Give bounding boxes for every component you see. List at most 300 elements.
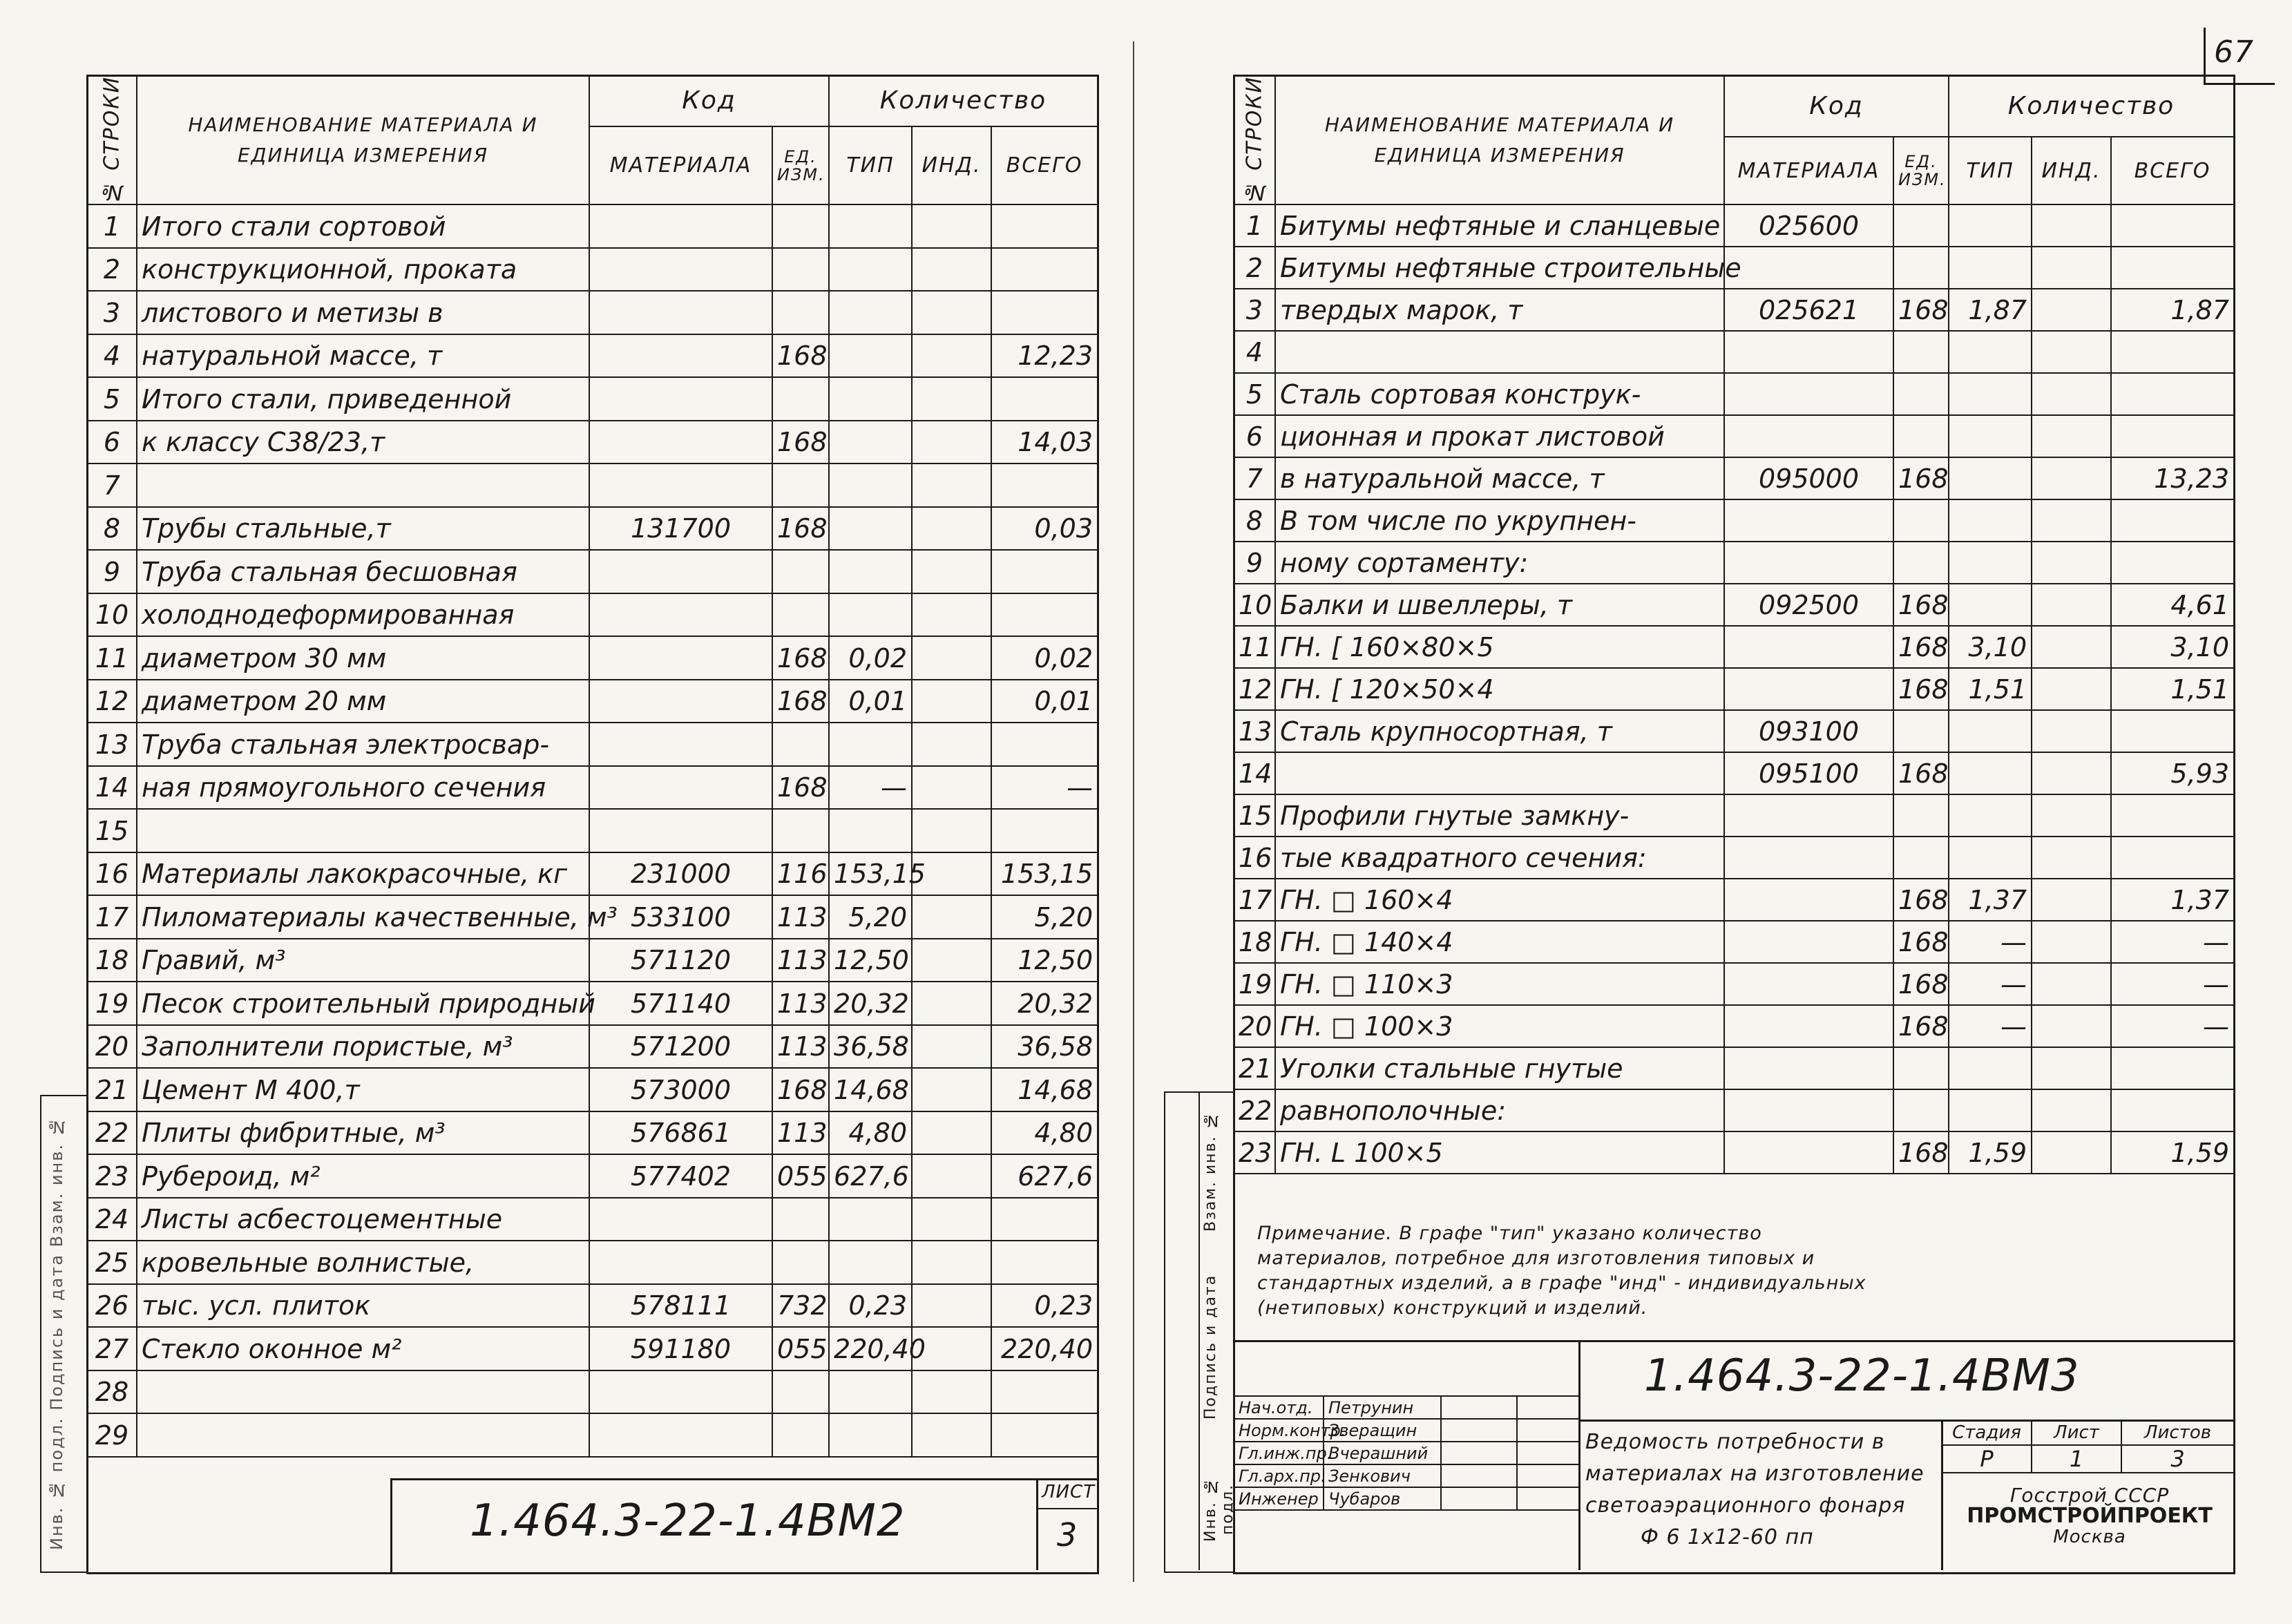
header-row-no: № СТРОКИ [87, 75, 137, 204]
table-row [1234, 1131, 2234, 1174]
qty-ind [912, 1154, 991, 1198]
material-code: 131700 [589, 507, 772, 551]
qty-total: 36,58 [991, 1025, 1098, 1069]
table-row [87, 421, 1098, 464]
qty-typ: 220,40 [829, 1327, 912, 1370]
qty-total [991, 550, 1098, 593]
qty-ind [2032, 668, 2111, 710]
organization-line: ПРОМСТРОЙПРОЕКТ [1967, 1504, 2213, 1528]
material-code [589, 1413, 772, 1457]
table-row [1234, 963, 2234, 1005]
table-row [1234, 204, 2234, 247]
table-row [1234, 752, 2234, 794]
material-code [589, 636, 772, 680]
qty-ind [2032, 499, 2111, 542]
table-row [87, 895, 1098, 939]
qty-ind [912, 464, 991, 507]
material-code [1724, 1047, 1893, 1089]
qty-typ [1949, 752, 2032, 794]
qty-typ: 1,87 [1949, 289, 2032, 331]
material-name: Профили гнутые замкну- [1275, 794, 1724, 837]
material-name: натуральной массе, т [137, 334, 589, 378]
table-row [87, 982, 1098, 1025]
qty-total: — [991, 766, 1098, 810]
table-row [1234, 626, 2234, 668]
qty-typ: 0,01 [829, 680, 912, 723]
qty-total: 14,03 [991, 421, 1098, 464]
material-name: Битумы нефтяные и сланцевые [1275, 204, 1724, 247]
header-qty-typ: ТИП [829, 126, 912, 205]
qty-ind [912, 809, 991, 852]
material-code [1724, 247, 1893, 289]
unit-code: 116 [772, 852, 829, 896]
material-name: Сталь крупносортная, т [1275, 710, 1724, 752]
material-code [589, 1198, 772, 1241]
qty-ind [912, 766, 991, 810]
signer-name: Вчерашний [1324, 1442, 1441, 1464]
row-number: 15 [87, 809, 137, 852]
table-row [1234, 415, 2234, 457]
header-qty-ind: ИНД. [2032, 137, 2111, 204]
qty-ind [2032, 457, 2111, 499]
row-number: 20 [1234, 1005, 1275, 1047]
stage-label: Стадия [1942, 1420, 2032, 1445]
material-code: 095100 [1724, 752, 1893, 794]
qty-total: 5,20 [991, 895, 1098, 939]
header-code-material: МАТЕРИАЛА [1724, 137, 1893, 204]
row-number: 25 [87, 1241, 137, 1284]
unit-code: 168 [1893, 921, 1949, 963]
qty-total [991, 464, 1098, 507]
unit-code: 732 [772, 1284, 829, 1328]
stage-table [1941, 1420, 2235, 1473]
material-code [1724, 331, 1893, 373]
material-name: Пиломатериалы качественные, м³ [137, 895, 589, 939]
qty-total [991, 1198, 1098, 1241]
material-code: 577402 [589, 1154, 772, 1198]
unit-code [772, 723, 829, 766]
material-code: 025621 [1724, 289, 1893, 331]
material-name: Цемент М 400,т [137, 1068, 589, 1111]
material-code [1724, 415, 1893, 457]
signer-row [1234, 1396, 1579, 1419]
table-row [87, 248, 1098, 292]
unit-code: 168 [1893, 879, 1949, 921]
material-code: 573000 [589, 1068, 772, 1111]
material-code [1724, 373, 1893, 415]
material-name: тые квадратного сечения: [1275, 837, 1724, 879]
unit-code [772, 291, 829, 334]
right-side-strip-label: Взам. инв. № [1202, 1110, 1219, 1232]
qty-typ [829, 593, 912, 637]
document-title [1585, 1426, 1925, 1554]
sheet-label: Лист [2032, 1420, 2121, 1445]
row-number: 21 [1234, 1047, 1275, 1089]
qty-typ [829, 334, 912, 378]
material-name: ГН. □ 160×4 [1275, 879, 1724, 921]
qty-total [2111, 542, 2234, 584]
unit-code: 168 [772, 766, 829, 810]
qty-typ: 1,59 [1949, 1131, 2032, 1174]
qty-total [991, 248, 1098, 292]
qty-total: — [2111, 921, 2234, 963]
material-name: равнополочные: [1275, 1089, 1724, 1131]
row-number: 8 [87, 507, 137, 551]
unit-code: 113 [772, 939, 829, 982]
table-row [87, 939, 1098, 982]
material-code: 571120 [589, 939, 772, 982]
material-code [589, 291, 772, 334]
row-number: 2 [1234, 247, 1275, 289]
row-number: 27 [87, 1327, 137, 1370]
table-row [1234, 289, 2234, 331]
material-code [1724, 1089, 1893, 1131]
table-row [87, 1413, 1098, 1457]
qty-typ [829, 248, 912, 292]
material-name: Итого стали, приведенной [137, 377, 589, 421]
material-name: диаметром 30 мм [137, 636, 589, 680]
row-number: 17 [1234, 879, 1275, 921]
qty-typ [1949, 415, 2032, 457]
unit-code [772, 1413, 829, 1457]
left-side-strip-label: Инв. № подл. Подпись и дата Взам. инв. № [47, 1116, 66, 1551]
qty-ind [912, 723, 991, 766]
unit-code [1893, 247, 1949, 289]
header-qty-typ: ТИП [1949, 137, 2032, 204]
qty-typ [1949, 710, 2032, 752]
qty-ind [2032, 921, 2111, 963]
qty-ind [2032, 710, 2111, 752]
qty-total [2111, 1047, 2234, 1089]
material-name [137, 809, 589, 852]
qty-total [2111, 415, 2234, 457]
signature-cell [1441, 1464, 1517, 1487]
signer-row [1234, 1464, 1579, 1487]
row-number: 18 [87, 939, 137, 982]
unit-code: 113 [772, 895, 829, 939]
signer-name: Петрунин [1324, 1396, 1441, 1419]
table-row [1234, 584, 2234, 626]
qty-ind [912, 982, 991, 1025]
qty-ind [912, 291, 991, 334]
qty-typ [1949, 204, 2032, 247]
unit-code: 168 [1893, 1131, 1949, 1174]
qty-total: 0,03 [991, 507, 1098, 551]
sheets-label: Листов [2121, 1420, 2234, 1445]
row-number: 16 [87, 852, 137, 896]
signer-role: Гл.инж.пр. [1234, 1442, 1324, 1464]
unit-code: 113 [772, 1025, 829, 1069]
page-number: 67 [2214, 35, 2254, 70]
qty-ind [912, 680, 991, 723]
material-name: ГН. □ 140×4 [1275, 921, 1724, 963]
qty-typ: 1,37 [1949, 879, 2032, 921]
material-name [137, 1370, 589, 1414]
table-row [87, 464, 1098, 507]
qty-typ [1949, 1047, 2032, 1089]
material-code [1724, 1005, 1893, 1047]
material-code: 533100 [589, 895, 772, 939]
document-title-line: Ведомость потребности в [1585, 1430, 1885, 1454]
row-number: 9 [1234, 542, 1275, 584]
unit-code [1893, 837, 1949, 879]
material-name: Сталь сортовая конструк- [1275, 373, 1724, 415]
signature-cell [1441, 1487, 1517, 1510]
note-text: Примечание. В графе "тип" указано количество материалов, потребное для изготовления типовых и стандартных изделий, а в графе "инд" - индивидуальных (нетиповых) конструкций и изделий. [1257, 1223, 1866, 1319]
qty-ind [912, 593, 991, 637]
qty-total [991, 723, 1098, 766]
qty-typ [1949, 247, 2032, 289]
unit-code [1893, 331, 1949, 373]
material-name: ГН. □ 110×3 [1275, 963, 1724, 1005]
qty-ind [912, 334, 991, 378]
material-name: диаметром 20 мм [137, 680, 589, 723]
row-number: 9 [87, 550, 137, 593]
row-number: 28 [87, 1370, 137, 1414]
qty-total [991, 377, 1098, 421]
material-name: Уголки стальные гнутые [1275, 1047, 1724, 1089]
qty-ind [912, 1111, 991, 1155]
material-code [1724, 1131, 1893, 1174]
qty-ind [912, 1370, 991, 1414]
table-row [1234, 879, 2234, 921]
material-code [589, 550, 772, 593]
material-code: 576861 [589, 1111, 772, 1155]
signer-role: Норм.контр. [1234, 1419, 1324, 1442]
material-code [1724, 794, 1893, 837]
left-materials-table [86, 75, 1098, 1458]
material-name: ному сортаменту: [1275, 542, 1724, 584]
row-number: 1 [87, 204, 137, 248]
qty-ind [2032, 542, 2111, 584]
row-number: 26 [87, 1284, 137, 1328]
table-row [87, 636, 1098, 680]
signature-cell [1441, 1419, 1517, 1442]
unit-code [772, 464, 829, 507]
document-title-line: Ф 6 1х12-60 пп [1641, 1525, 1814, 1549]
date-cell [1517, 1464, 1579, 1487]
qty-ind [2032, 837, 2111, 879]
row-number: 4 [1234, 331, 1275, 373]
unit-code: 168 [1893, 289, 1949, 331]
organization-line: Госстрой СССР [2009, 1484, 2170, 1507]
row-number: 14 [1234, 752, 1275, 794]
qty-ind [912, 248, 991, 292]
row-number: 20 [87, 1025, 137, 1069]
material-code [589, 334, 772, 378]
unit-code [772, 1198, 829, 1241]
table-row [1234, 542, 2234, 584]
qty-typ: 12,50 [829, 939, 912, 982]
qty-ind [2032, 415, 2111, 457]
material-name: Стекло оконное м² [137, 1327, 589, 1370]
material-name [137, 464, 589, 507]
header-qty-total: ВСЕГО [991, 126, 1098, 205]
unit-code: 055 [772, 1327, 829, 1370]
table-row [87, 1025, 1098, 1069]
row-number: 2 [87, 248, 137, 292]
unit-code [772, 809, 829, 852]
unit-code: 168 [772, 421, 829, 464]
qty-ind [2032, 584, 2111, 626]
qty-total: 627,6 [991, 1154, 1098, 1198]
unit-code [772, 593, 829, 637]
qty-total: 220,40 [991, 1327, 1098, 1370]
qty-ind [912, 1284, 991, 1328]
unit-code [1893, 794, 1949, 837]
qty-typ [829, 204, 912, 248]
qty-total [991, 204, 1098, 248]
table-row [87, 680, 1098, 723]
table-row [87, 204, 1098, 248]
material-code [589, 204, 772, 248]
table-row [1234, 921, 2234, 963]
qty-ind [912, 1068, 991, 1111]
right-side-strip-label: Подпись и дата [1202, 1274, 1219, 1420]
qty-total: 12,23 [991, 334, 1098, 378]
document-title-line: светоаэрационного фонаря [1585, 1493, 1906, 1518]
header-code: Код [1724, 75, 1949, 137]
material-name: Заполнители пористые, м³ [137, 1025, 589, 1069]
material-name: тыс. усл. плиток [137, 1284, 589, 1328]
qty-typ [829, 809, 912, 852]
row-number: 14 [87, 766, 137, 810]
table-row [87, 550, 1098, 593]
qty-total [2111, 710, 2234, 752]
unit-code: 113 [772, 982, 829, 1025]
qty-ind [2032, 247, 2111, 289]
material-code: 231000 [589, 852, 772, 896]
table-row [87, 377, 1098, 421]
material-code: 092500 [1724, 584, 1893, 626]
signer-name: Зенкович [1324, 1464, 1441, 1487]
qty-total: 4,61 [2111, 584, 2234, 626]
unit-code: 168 [1893, 752, 1949, 794]
row-number: 10 [1234, 584, 1275, 626]
material-name [1275, 331, 1724, 373]
stage-value: Р [1942, 1445, 2032, 1473]
material-code [589, 809, 772, 852]
table-row [87, 1241, 1098, 1284]
row-number: 3 [87, 291, 137, 334]
qty-ind [2032, 963, 2111, 1005]
table-row [1234, 837, 2234, 879]
qty-typ [1949, 373, 2032, 415]
material-code [1724, 668, 1893, 710]
unit-code: 168 [1893, 626, 1949, 668]
qty-ind [2032, 204, 2111, 247]
date-cell [1517, 1419, 1579, 1442]
header-qty: Количество [829, 75, 1098, 126]
qty-total [991, 593, 1098, 637]
organization-line: Москва [2053, 1527, 2126, 1547]
table-row [87, 1198, 1098, 1241]
unit-code [1893, 204, 1949, 247]
material-code [589, 421, 772, 464]
row-number: 10 [87, 593, 137, 637]
qty-typ [829, 507, 912, 551]
material-name: к классу С38/23,т [137, 421, 589, 464]
table-row [87, 1068, 1098, 1111]
unit-code [1893, 1047, 1949, 1089]
qty-total [2111, 247, 2234, 289]
table-row [87, 1327, 1098, 1370]
qty-typ [1949, 499, 2032, 542]
qty-ind [2032, 752, 2111, 794]
sheets-value: 3 [2121, 1445, 2234, 1473]
table-row [87, 1284, 1098, 1328]
material-code [589, 464, 772, 507]
date-cell [1517, 1442, 1579, 1464]
qty-total: 14,68 [991, 1068, 1098, 1111]
qty-typ: 153,15 [829, 852, 912, 896]
table-row [1234, 247, 2234, 289]
qty-ind [2032, 626, 2111, 668]
material-code [589, 593, 772, 637]
row-number: 17 [87, 895, 137, 939]
unit-code [1893, 499, 1949, 542]
row-number: 7 [1234, 457, 1275, 499]
qty-typ: 0,23 [829, 1284, 912, 1328]
material-name: Итого стали сортовой [137, 204, 589, 248]
left-doc-code: 1.464.3-22-1.4ВМ2 [470, 1496, 906, 1547]
row-number: 18 [1234, 921, 1275, 963]
table-row [87, 809, 1098, 852]
material-code: 571140 [589, 982, 772, 1025]
unit-code: 168 [772, 680, 829, 723]
qty-ind [2032, 1089, 2111, 1131]
qty-ind [2032, 1131, 2111, 1174]
qty-ind [2032, 373, 2111, 415]
material-code [589, 248, 772, 292]
material-code [589, 377, 772, 421]
unit-code [1893, 373, 1949, 415]
qty-ind [912, 895, 991, 939]
row-number: 13 [87, 723, 137, 766]
unit-code: 168 [772, 334, 829, 378]
unit-code: 168 [1893, 584, 1949, 626]
material-name: Рубероид, м² [137, 1154, 589, 1198]
qty-typ: 4,80 [829, 1111, 912, 1155]
material-name [1275, 752, 1724, 794]
qty-ind [912, 939, 991, 982]
qty-total [991, 809, 1098, 852]
qty-typ [829, 1413, 912, 1457]
qty-total: 20,32 [991, 982, 1098, 1025]
row-number: 1 [1234, 204, 1275, 247]
material-code [589, 680, 772, 723]
row-number: 5 [1234, 373, 1275, 415]
table-row [87, 507, 1098, 551]
material-name: Плиты фибритные, м³ [137, 1111, 589, 1155]
qty-typ [1949, 331, 2032, 373]
signer-role: Инженер [1234, 1487, 1324, 1510]
qty-total: 153,15 [991, 852, 1098, 896]
qty-typ: — [829, 766, 912, 810]
fold-line [1133, 41, 1134, 1582]
table-row [1234, 373, 2234, 415]
signers-table [1233, 1395, 1580, 1511]
table-row [87, 766, 1098, 810]
qty-total: 0,02 [991, 636, 1098, 680]
date-cell [1517, 1396, 1579, 1419]
qty-total: 4,80 [991, 1111, 1098, 1155]
qty-total [991, 1241, 1098, 1284]
unit-code [1893, 1089, 1949, 1131]
qty-typ: 627,6 [829, 1154, 912, 1198]
qty-total [2111, 373, 2234, 415]
qty-typ: 0,02 [829, 636, 912, 680]
